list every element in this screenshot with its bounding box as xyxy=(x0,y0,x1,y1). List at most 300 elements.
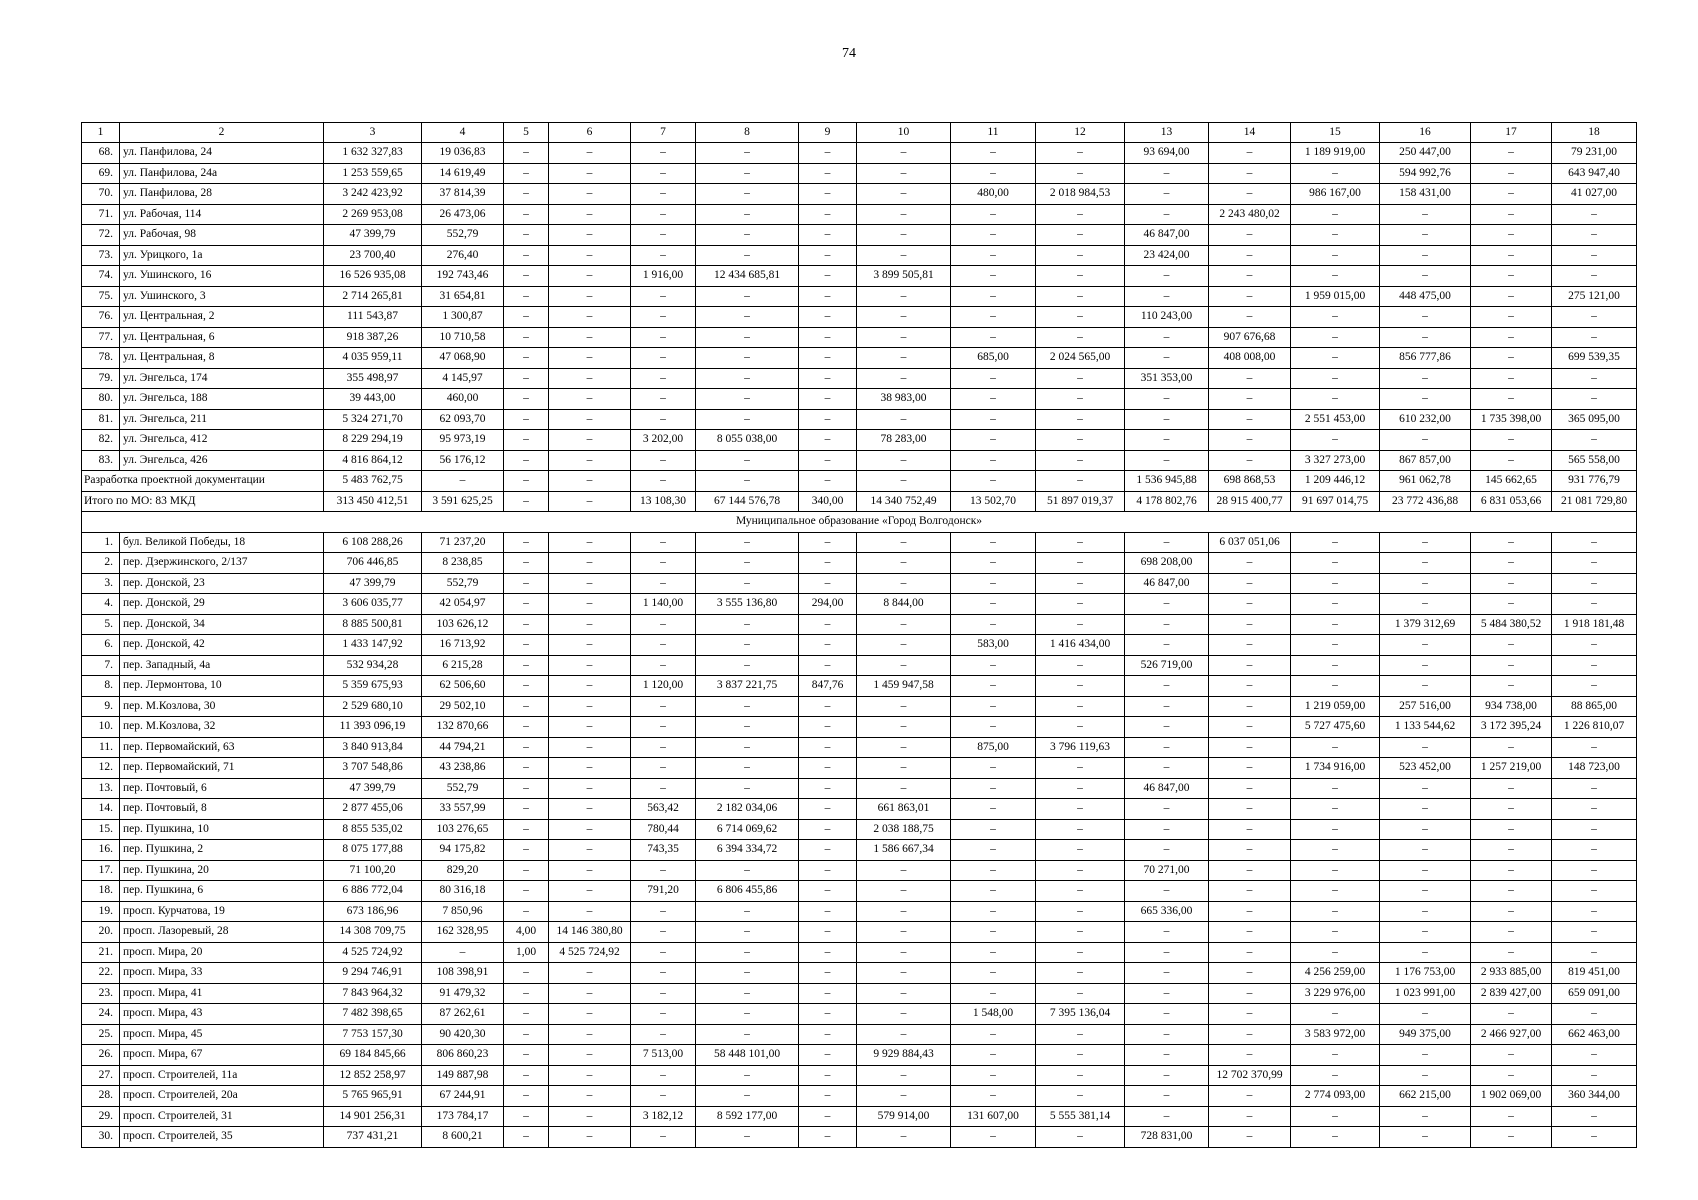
address-cell: пер. Первомайский, 71 xyxy=(120,758,324,779)
value-cell: – xyxy=(1471,266,1552,287)
value-cell: – xyxy=(504,676,549,697)
address-cell: пер. Почтовый, 6 xyxy=(120,778,324,799)
value-cell: – xyxy=(504,573,549,594)
row-number: 71. xyxy=(82,204,120,225)
value-cell: – xyxy=(631,245,696,266)
value-cell: 47 399,79 xyxy=(324,778,422,799)
row-number: 75. xyxy=(82,286,120,307)
value-cell: 2 269 953,08 xyxy=(324,204,422,225)
value-cell: – xyxy=(504,327,549,348)
address-cell: ул. Энгельса, 426 xyxy=(120,450,324,471)
value-cell: 149 887,98 xyxy=(422,1065,504,1086)
value-cell: – xyxy=(631,1086,696,1107)
value-cell: 1 120,00 xyxy=(631,676,696,697)
value-cell: 69 184 845,66 xyxy=(324,1045,422,1066)
value-cell: – xyxy=(1552,553,1637,574)
value-cell: – xyxy=(1552,594,1637,615)
value-cell: 907 676,68 xyxy=(1209,327,1291,348)
value-cell: 4 816 864,12 xyxy=(324,450,422,471)
table-row xyxy=(82,655,1637,676)
value-cell: 3 591 625,25 xyxy=(422,491,504,512)
value-cell: – xyxy=(1552,204,1637,225)
value-cell: – xyxy=(1209,717,1291,738)
value-cell: – xyxy=(1125,819,1209,840)
address-cell: ул. Энгельса, 211 xyxy=(120,409,324,430)
value-cell: – xyxy=(1471,799,1552,820)
value-cell: 173 784,17 xyxy=(422,1106,504,1127)
value-cell: 579 914,00 xyxy=(857,1106,951,1127)
value-cell: – xyxy=(799,143,857,164)
value-cell: – xyxy=(504,696,549,717)
value-cell: 829,20 xyxy=(422,860,504,881)
value-cell: – xyxy=(857,204,951,225)
value-cell: 4 178 802,76 xyxy=(1125,491,1209,512)
value-cell: – xyxy=(631,1065,696,1086)
value-cell: 1 257 219,00 xyxy=(1471,758,1552,779)
value-cell: – xyxy=(1380,635,1471,656)
value-cell: 257 516,00 xyxy=(1380,696,1471,717)
value-cell: – xyxy=(1471,143,1552,164)
value-cell: – xyxy=(1125,286,1209,307)
value-cell: 58 448 101,00 xyxy=(696,1045,799,1066)
table-row xyxy=(82,409,1637,430)
value-cell: – xyxy=(1291,1065,1380,1086)
value-cell: – xyxy=(951,1086,1036,1107)
value-cell: – xyxy=(631,204,696,225)
value-cell: 33 557,99 xyxy=(422,799,504,820)
column-header: 5 xyxy=(504,123,549,143)
value-cell: – xyxy=(1291,737,1380,758)
value-cell: – xyxy=(857,778,951,799)
value-cell: – xyxy=(504,778,549,799)
value-cell: – xyxy=(1291,348,1380,369)
row-number: 68. xyxy=(82,143,120,164)
value-cell: – xyxy=(951,1045,1036,1066)
value-cell: – xyxy=(1552,266,1637,287)
value-cell: 565 558,00 xyxy=(1552,450,1637,471)
row-number: 69. xyxy=(82,163,120,184)
value-cell: – xyxy=(1125,163,1209,184)
value-cell: – xyxy=(857,573,951,594)
value-cell: – xyxy=(1125,942,1209,963)
value-cell: – xyxy=(951,204,1036,225)
value-cell: 4 525 724,92 xyxy=(549,942,631,963)
value-cell: – xyxy=(549,348,631,369)
table-row xyxy=(82,778,1637,799)
value-cell: 6 215,28 xyxy=(422,655,504,676)
value-cell: – xyxy=(799,778,857,799)
value-cell: – xyxy=(1209,881,1291,902)
value-cell: – xyxy=(1471,655,1552,676)
value-cell: – xyxy=(799,1065,857,1086)
address-cell: просп. Строителей, 35 xyxy=(120,1127,324,1148)
value-cell: – xyxy=(549,778,631,799)
value-cell: – xyxy=(799,614,857,635)
value-cell: – xyxy=(696,409,799,430)
value-cell: – xyxy=(504,491,549,512)
value-cell: – xyxy=(1380,840,1471,861)
value-cell: – xyxy=(696,204,799,225)
value-cell: – xyxy=(1125,1106,1209,1127)
value-cell: 2 774 093,00 xyxy=(1291,1086,1380,1107)
value-cell: 70 271,00 xyxy=(1125,860,1209,881)
value-cell: – xyxy=(1291,1127,1380,1148)
address-cell: ул. Ушинского, 16 xyxy=(120,266,324,287)
value-cell: – xyxy=(1552,225,1637,246)
value-cell: 1 632 327,83 xyxy=(324,143,422,164)
value-cell: – xyxy=(1125,327,1209,348)
address-cell: просп. Курчатова, 19 xyxy=(120,901,324,922)
value-cell: – xyxy=(696,163,799,184)
value-cell: – xyxy=(696,143,799,164)
value-cell: – xyxy=(631,717,696,738)
value-cell: – xyxy=(1291,655,1380,676)
value-cell: – xyxy=(857,143,951,164)
address-cell: просп. Строителей, 20а xyxy=(120,1086,324,1107)
row-number: 73. xyxy=(82,245,120,266)
value-cell: – xyxy=(504,307,549,328)
value-cell: – xyxy=(1036,1086,1125,1107)
value-cell: – xyxy=(631,450,696,471)
value-cell: – xyxy=(1125,922,1209,943)
value-cell: – xyxy=(696,450,799,471)
value-cell: – xyxy=(799,450,857,471)
value-cell: – xyxy=(951,1127,1036,1148)
value-cell: 38 983,00 xyxy=(857,389,951,410)
address-cell: просп. Мира, 45 xyxy=(120,1024,324,1045)
value-cell: – xyxy=(549,655,631,676)
table-row xyxy=(82,1045,1637,1066)
value-cell: – xyxy=(951,225,1036,246)
value-cell: – xyxy=(1552,1127,1637,1148)
value-cell: 42 054,97 xyxy=(422,594,504,615)
value-cell: – xyxy=(1471,553,1552,574)
value-cell: – xyxy=(696,983,799,1004)
value-cell: 12 702 370,99 xyxy=(1209,1065,1291,1086)
value-cell: 7 395 136,04 xyxy=(1036,1004,1125,1025)
value-cell: 1 735 398,00 xyxy=(1471,409,1552,430)
value-cell: 875,00 xyxy=(951,737,1036,758)
value-cell: – xyxy=(799,901,857,922)
value-cell: – xyxy=(504,245,549,266)
value-cell: – xyxy=(504,225,549,246)
value-cell: – xyxy=(799,799,857,820)
value-cell: – xyxy=(799,1127,857,1148)
row-number: 23. xyxy=(82,983,120,1004)
value-cell: – xyxy=(549,389,631,410)
value-cell: – xyxy=(549,983,631,1004)
value-cell: 47 399,79 xyxy=(324,225,422,246)
value-cell: 532 934,28 xyxy=(324,655,422,676)
value-cell: 19 036,83 xyxy=(422,143,504,164)
value-cell: – xyxy=(951,245,1036,266)
value-cell: 3 327 273,00 xyxy=(1291,450,1380,471)
value-cell: 8 238,85 xyxy=(422,553,504,574)
value-cell: 1 548,00 xyxy=(951,1004,1036,1025)
value-cell: – xyxy=(1291,204,1380,225)
value-cell: – xyxy=(1036,389,1125,410)
value-cell: – xyxy=(799,266,857,287)
value-cell: – xyxy=(631,635,696,656)
value-cell: – xyxy=(857,1065,951,1086)
address-cell: просп. Лазоревый, 28 xyxy=(120,922,324,943)
value-cell: 71 100,20 xyxy=(324,860,422,881)
value-cell: – xyxy=(1380,245,1471,266)
value-cell: 1 459 947,58 xyxy=(857,676,951,697)
address-cell: пер. М.Козлова, 32 xyxy=(120,717,324,738)
row-number: 22. xyxy=(82,963,120,984)
value-cell: – xyxy=(631,696,696,717)
value-cell: – xyxy=(1209,676,1291,697)
value-cell: 847,76 xyxy=(799,676,857,697)
value-cell: 3 606 035,77 xyxy=(324,594,422,615)
value-cell: – xyxy=(1471,1065,1552,1086)
value-cell: – xyxy=(1552,1065,1637,1086)
value-cell: – xyxy=(1209,655,1291,676)
value-cell: – xyxy=(951,614,1036,635)
table-row xyxy=(82,225,1637,246)
value-cell: – xyxy=(951,778,1036,799)
value-cell: – xyxy=(504,450,549,471)
value-cell: 340,00 xyxy=(799,491,857,512)
value-cell: 103 626,12 xyxy=(422,614,504,635)
value-cell: – xyxy=(504,799,549,820)
value-cell: – xyxy=(631,778,696,799)
value-cell: – xyxy=(1036,225,1125,246)
value-cell: – xyxy=(504,819,549,840)
value-cell: – xyxy=(799,819,857,840)
value-cell: – xyxy=(1291,245,1380,266)
row-number: 27. xyxy=(82,1065,120,1086)
value-cell: – xyxy=(549,184,631,205)
value-cell: – xyxy=(696,922,799,943)
value-cell: – xyxy=(857,327,951,348)
value-cell: – xyxy=(504,1024,549,1045)
value-cell: 313 450 412,51 xyxy=(324,491,422,512)
value-cell: – xyxy=(1125,409,1209,430)
value-cell: 16 526 935,08 xyxy=(324,266,422,287)
value-cell: – xyxy=(696,1004,799,1025)
value-cell: – xyxy=(549,286,631,307)
row-number: 30. xyxy=(82,1127,120,1148)
value-cell: – xyxy=(696,225,799,246)
value-cell: – xyxy=(1036,983,1125,1004)
value-cell: – xyxy=(1125,983,1209,1004)
value-cell: – xyxy=(1125,1024,1209,1045)
value-cell: – xyxy=(1209,758,1291,779)
table-row xyxy=(82,245,1637,266)
value-cell: 158 431,00 xyxy=(1380,184,1471,205)
value-cell: – xyxy=(1125,840,1209,861)
value-cell: – xyxy=(1471,676,1552,697)
value-cell: – xyxy=(549,204,631,225)
address-cell: ул. Энгельса, 174 xyxy=(120,368,324,389)
row-number: 28. xyxy=(82,1086,120,1107)
value-cell: – xyxy=(504,758,549,779)
header-row xyxy=(82,123,1637,143)
value-cell: 14 146 380,80 xyxy=(549,922,631,943)
row-number: 76. xyxy=(82,307,120,328)
value-cell: – xyxy=(1125,204,1209,225)
table-row xyxy=(82,266,1637,287)
value-cell: – xyxy=(951,881,1036,902)
value-cell: – xyxy=(631,901,696,922)
value-cell: – xyxy=(799,471,857,492)
value-cell: – xyxy=(696,368,799,389)
row-number: 18. xyxy=(82,881,120,902)
value-cell: 1 586 667,34 xyxy=(857,840,951,861)
address-cell: ул. Панфилова, 28 xyxy=(120,184,324,205)
value-cell: 856 777,86 xyxy=(1380,348,1471,369)
value-cell: – xyxy=(1552,655,1637,676)
value-cell: – xyxy=(549,143,631,164)
value-cell: – xyxy=(1471,778,1552,799)
value-cell: – xyxy=(1125,717,1209,738)
value-cell: – xyxy=(1036,819,1125,840)
column-header: 7 xyxy=(631,123,696,143)
row-number: 72. xyxy=(82,225,120,246)
value-cell: 2 024 565,00 xyxy=(1036,348,1125,369)
column-header: 15 xyxy=(1291,123,1380,143)
value-cell: – xyxy=(696,635,799,656)
row-number: 8. xyxy=(82,676,120,697)
value-cell: – xyxy=(1552,1106,1637,1127)
value-cell: – xyxy=(549,368,631,389)
value-cell: – xyxy=(504,409,549,430)
row-number: 4. xyxy=(82,594,120,615)
value-cell: – xyxy=(549,737,631,758)
value-cell: – xyxy=(857,163,951,184)
table-row xyxy=(82,532,1637,553)
value-cell: – xyxy=(799,225,857,246)
value-cell: – xyxy=(1036,758,1125,779)
address-cell: просп. Мира, 67 xyxy=(120,1045,324,1066)
value-cell: – xyxy=(1552,737,1637,758)
address-cell: пер. М.Козлова, 30 xyxy=(120,696,324,717)
value-cell: – xyxy=(504,860,549,881)
value-cell: – xyxy=(631,737,696,758)
value-cell: – xyxy=(1209,163,1291,184)
value-cell: – xyxy=(631,983,696,1004)
value-cell: – xyxy=(1471,737,1552,758)
value-cell: – xyxy=(1291,368,1380,389)
value-cell: – xyxy=(857,184,951,205)
value-cell: – xyxy=(696,307,799,328)
value-cell: 6 831 053,66 xyxy=(1471,491,1552,512)
value-cell: 1,00 xyxy=(504,942,549,963)
value-cell: 2 018 984,53 xyxy=(1036,184,1125,205)
value-cell: – xyxy=(1291,881,1380,902)
value-cell: – xyxy=(1471,635,1552,656)
value-cell: – xyxy=(799,1004,857,1025)
value-cell: 3 182,12 xyxy=(631,1106,696,1127)
value-cell: – xyxy=(1036,676,1125,697)
value-cell: 1 416 434,00 xyxy=(1036,635,1125,656)
table-row xyxy=(82,614,1637,635)
table-row xyxy=(82,143,1637,164)
value-cell: 1 219 059,00 xyxy=(1291,696,1380,717)
value-cell: – xyxy=(1209,1106,1291,1127)
value-cell: 3 899 505,81 xyxy=(857,266,951,287)
table-row xyxy=(82,430,1637,451)
value-cell: – xyxy=(1291,614,1380,635)
value-cell: – xyxy=(549,553,631,574)
value-cell: – xyxy=(857,922,951,943)
value-cell: 480,00 xyxy=(951,184,1036,205)
value-cell: – xyxy=(696,1065,799,1086)
value-cell: – xyxy=(1036,922,1125,943)
value-cell: – xyxy=(1125,676,1209,697)
address-cell: пер. Пушкина, 20 xyxy=(120,860,324,881)
value-cell: – xyxy=(1036,307,1125,328)
address-cell: пер. Западный, 4а xyxy=(120,655,324,676)
value-cell: – xyxy=(504,266,549,287)
value-cell: 2 038 188,75 xyxy=(857,819,951,840)
value-cell: 3 202,00 xyxy=(631,430,696,451)
value-cell: – xyxy=(799,840,857,861)
table-row xyxy=(82,368,1637,389)
address-cell: пер. Донской, 34 xyxy=(120,614,324,635)
value-cell: – xyxy=(549,696,631,717)
value-cell: 867 857,00 xyxy=(1380,450,1471,471)
value-cell: 1 133 544,62 xyxy=(1380,717,1471,738)
value-cell: – xyxy=(799,348,857,369)
address-cell: ул. Энгельса, 412 xyxy=(120,430,324,451)
value-cell: – xyxy=(1036,1024,1125,1045)
value-cell: – xyxy=(1125,348,1209,369)
row-number: 2. xyxy=(82,553,120,574)
value-cell: – xyxy=(631,286,696,307)
value-cell: – xyxy=(631,573,696,594)
value-cell: – xyxy=(422,942,504,963)
value-cell: 934 738,00 xyxy=(1471,696,1552,717)
value-cell: 1 253 559,65 xyxy=(324,163,422,184)
value-cell: – xyxy=(1125,635,1209,656)
value-cell: – xyxy=(1380,553,1471,574)
value-cell: – xyxy=(1125,1004,1209,1025)
value-cell: – xyxy=(631,942,696,963)
row-number: 25. xyxy=(82,1024,120,1045)
section-title: Муниципальное образование «Город Волгодонск» xyxy=(82,512,1637,533)
value-cell: – xyxy=(1380,327,1471,348)
value-cell: 51 897 019,37 xyxy=(1036,491,1125,512)
value-cell: – xyxy=(504,1086,549,1107)
table-row xyxy=(82,819,1637,840)
value-cell: – xyxy=(504,963,549,984)
table-row xyxy=(82,1004,1637,1025)
value-cell: – xyxy=(1552,922,1637,943)
value-cell: 10 710,58 xyxy=(422,327,504,348)
value-cell: – xyxy=(857,758,951,779)
value-cell: – xyxy=(1552,901,1637,922)
value-cell: 2 551 453,00 xyxy=(1291,409,1380,430)
value-cell: – xyxy=(696,389,799,410)
table-row xyxy=(82,307,1637,328)
value-cell: – xyxy=(696,573,799,594)
row-number: 78. xyxy=(82,348,120,369)
address-cell: пер. Донской, 23 xyxy=(120,573,324,594)
value-cell: 87 262,61 xyxy=(422,1004,504,1025)
value-cell: 37 814,39 xyxy=(422,184,504,205)
value-cell: – xyxy=(696,532,799,553)
value-cell: – xyxy=(1209,573,1291,594)
value-cell: – xyxy=(857,737,951,758)
value-cell: – xyxy=(857,1086,951,1107)
row-number: 19. xyxy=(82,901,120,922)
value-cell: 408 008,00 xyxy=(1209,348,1291,369)
value-cell: – xyxy=(1291,901,1380,922)
value-cell: 5 727 475,60 xyxy=(1291,717,1380,738)
